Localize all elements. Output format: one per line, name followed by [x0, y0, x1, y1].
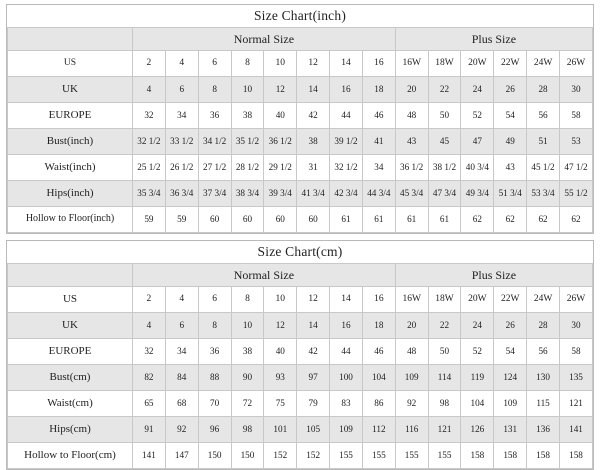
- cell: 8: [198, 313, 231, 339]
- table-row: [8, 103, 593, 129]
- cell: 4: [133, 77, 166, 103]
- cell: 8: [198, 77, 231, 103]
- cell: 98: [428, 391, 461, 417]
- cell: 16: [362, 51, 395, 77]
- cell: 20: [395, 77, 428, 103]
- cell: 53 3/4: [527, 181, 560, 207]
- cell: 28: [527, 313, 560, 339]
- row-label: Bust(cm): [8, 365, 133, 391]
- group-blank-cell: [8, 28, 133, 51]
- cell: 2: [133, 287, 166, 313]
- cell: 48: [395, 103, 428, 129]
- cell: 45 3/4: [395, 181, 428, 207]
- cell: 155: [395, 443, 428, 469]
- cell: 35 1/2: [231, 129, 264, 155]
- cell: 61: [362, 207, 395, 233]
- cell: 152: [264, 443, 297, 469]
- cell: 29 1/2: [264, 155, 297, 181]
- cell: 36 3/4: [165, 181, 198, 207]
- cell: 51 3/4: [494, 181, 527, 207]
- cell: 158: [461, 443, 494, 469]
- cell: 42: [297, 339, 330, 365]
- cell: 51: [527, 129, 560, 155]
- table-row: [8, 155, 593, 181]
- cell: 54: [494, 103, 527, 129]
- cell: 32: [133, 103, 166, 129]
- row-label: Hips(inch): [8, 181, 133, 207]
- cell: 158: [559, 443, 592, 469]
- cell: 25 1/2: [133, 155, 166, 181]
- cell: 62: [527, 207, 560, 233]
- cell: 90: [231, 365, 264, 391]
- cell: 22W: [494, 287, 527, 313]
- cell: 18W: [428, 51, 461, 77]
- cell: 54: [494, 339, 527, 365]
- table-row: [8, 313, 593, 339]
- cell: 18: [362, 313, 395, 339]
- cell: 79: [297, 391, 330, 417]
- cell: 135: [559, 365, 592, 391]
- size-chart-inch: [6, 4, 594, 234]
- cell: 34: [362, 155, 395, 181]
- cell: 26: [494, 77, 527, 103]
- cell: 62: [461, 207, 494, 233]
- cell: 32 1/2: [330, 155, 363, 181]
- cell: 50: [428, 103, 461, 129]
- cell: 20: [395, 313, 428, 339]
- cell: 112: [362, 417, 395, 443]
- cell: 72: [231, 391, 264, 417]
- size-chart-page: [0, 4, 600, 468]
- cell: 44 3/4: [362, 181, 395, 207]
- cell: 92: [395, 391, 428, 417]
- table-row: [8, 391, 593, 417]
- cell: 109: [330, 417, 363, 443]
- cell: 43: [494, 155, 527, 181]
- cell: 16: [330, 313, 363, 339]
- cell: 104: [461, 391, 494, 417]
- cell: 40 3/4: [461, 155, 494, 181]
- cell: 28: [527, 77, 560, 103]
- row-label: EUROPE: [8, 339, 133, 365]
- cell: 26W: [559, 51, 592, 77]
- cell: 39 1/2: [330, 129, 363, 155]
- cell: 62: [494, 207, 527, 233]
- cell: 150: [231, 443, 264, 469]
- cell: 16: [330, 77, 363, 103]
- cell: 60: [231, 207, 264, 233]
- cell: 35 3/4: [133, 181, 166, 207]
- cell: 97: [297, 365, 330, 391]
- cell: 38: [231, 339, 264, 365]
- cell: 32: [133, 339, 166, 365]
- cell: 70: [198, 391, 231, 417]
- cell: 92: [165, 417, 198, 443]
- row-label: Hips(cm): [8, 417, 133, 443]
- cell: 58: [559, 103, 592, 129]
- row-label: Waist(cm): [8, 391, 133, 417]
- table-row: [8, 443, 593, 469]
- chart-title-inch: Size Chart(inch): [7, 5, 593, 27]
- cell: 14: [297, 77, 330, 103]
- cell: 36: [198, 339, 231, 365]
- cell: 16: [362, 287, 395, 313]
- cell: 34: [165, 103, 198, 129]
- cell: 10: [264, 287, 297, 313]
- size-table-inch: [7, 27, 593, 233]
- cell: 38: [231, 103, 264, 129]
- cell: 38: [297, 129, 330, 155]
- row-label: US: [8, 51, 133, 77]
- cell: 32 1/2: [133, 129, 166, 155]
- cell: 130: [527, 365, 560, 391]
- cell: 53: [559, 129, 592, 155]
- cell: 124: [494, 365, 527, 391]
- cell: 61: [428, 207, 461, 233]
- cell: 18W: [428, 287, 461, 313]
- cell: 6: [165, 313, 198, 339]
- cell: 126: [461, 417, 494, 443]
- cell: 2: [133, 51, 166, 77]
- cell: 158: [494, 443, 527, 469]
- cell: 20W: [461, 51, 494, 77]
- cell: 31: [297, 155, 330, 181]
- cell: 91: [133, 417, 166, 443]
- cell: 6: [198, 51, 231, 77]
- cell: 121: [559, 391, 592, 417]
- group-plus-size: Plus Size: [395, 264, 592, 287]
- table-row: [8, 417, 593, 443]
- cell: 36: [198, 103, 231, 129]
- cell: 24W: [527, 287, 560, 313]
- cell: 42: [297, 103, 330, 129]
- cell: 136: [527, 417, 560, 443]
- cell: 52: [461, 103, 494, 129]
- cell: 48: [395, 339, 428, 365]
- cell: 16W: [395, 287, 428, 313]
- table-row: [8, 51, 593, 77]
- cell: 20W: [461, 287, 494, 313]
- group-plus-size: Plus Size: [395, 28, 592, 51]
- cell: 12: [264, 77, 297, 103]
- cell: 150: [198, 443, 231, 469]
- cell: 47: [461, 129, 494, 155]
- cell: 34: [165, 339, 198, 365]
- cell: 60: [198, 207, 231, 233]
- cell: 37 3/4: [198, 181, 231, 207]
- cell: 43: [395, 129, 428, 155]
- cell: 109: [395, 365, 428, 391]
- chart-title-cm: Size Chart(cm): [7, 241, 593, 263]
- cell: 109: [494, 391, 527, 417]
- cell: 61: [330, 207, 363, 233]
- cell: 60: [297, 207, 330, 233]
- cell: 27 1/2: [198, 155, 231, 181]
- cell: 44: [330, 103, 363, 129]
- cell: 24W: [527, 51, 560, 77]
- cell: 59: [165, 207, 198, 233]
- row-label: Bust(inch): [8, 129, 133, 155]
- table-row: [8, 287, 593, 313]
- cell: 46: [362, 339, 395, 365]
- cell: 60: [264, 207, 297, 233]
- cell: 101: [264, 417, 297, 443]
- cell: 14: [330, 51, 363, 77]
- cell: 68: [165, 391, 198, 417]
- cell: 93: [264, 365, 297, 391]
- cell: 8: [231, 51, 264, 77]
- cell: 6: [198, 287, 231, 313]
- cell: 22W: [494, 51, 527, 77]
- cell: 40: [264, 339, 297, 365]
- table-row: [8, 129, 593, 155]
- cell: 158: [527, 443, 560, 469]
- cell: 155: [362, 443, 395, 469]
- cell: 22: [428, 313, 461, 339]
- cell: 16W: [395, 51, 428, 77]
- cell: 119: [461, 365, 494, 391]
- cell: 24: [461, 313, 494, 339]
- cell: 152: [297, 443, 330, 469]
- cell: 44: [330, 339, 363, 365]
- cell: 65: [133, 391, 166, 417]
- cell: 104: [362, 365, 395, 391]
- cell: 12: [297, 51, 330, 77]
- row-label: US: [8, 287, 133, 313]
- cell: 141: [559, 417, 592, 443]
- cell: 45: [428, 129, 461, 155]
- cell: 39 3/4: [264, 181, 297, 207]
- cell: 22: [428, 77, 461, 103]
- table-row: [8, 181, 593, 207]
- cell: 84: [165, 365, 198, 391]
- cell: 8: [231, 287, 264, 313]
- cell: 49 3/4: [461, 181, 494, 207]
- cell: 41: [362, 129, 395, 155]
- row-label: Waist(inch): [8, 155, 133, 181]
- cell: 141: [133, 443, 166, 469]
- cell: 38 1/2: [428, 155, 461, 181]
- cell: 49: [494, 129, 527, 155]
- cell: 56: [527, 103, 560, 129]
- cell: 61: [395, 207, 428, 233]
- cell: 26: [494, 313, 527, 339]
- cell: 58: [559, 339, 592, 365]
- cell: 116: [395, 417, 428, 443]
- cell: 52: [461, 339, 494, 365]
- cell: 59: [133, 207, 166, 233]
- row-label: EUROPE: [8, 103, 133, 129]
- group-blank-cell: [8, 264, 133, 287]
- row-label: UK: [8, 313, 133, 339]
- cell: 82: [133, 365, 166, 391]
- cell: 14: [297, 313, 330, 339]
- row-label: Hollow to Floor(inch): [8, 207, 133, 233]
- size-chart-cm: [6, 240, 594, 470]
- cell: 24: [461, 77, 494, 103]
- cell: 36 1/2: [264, 129, 297, 155]
- cell: 46: [362, 103, 395, 129]
- cell: 114: [428, 365, 461, 391]
- cell: 10: [264, 51, 297, 77]
- cell: 26 1/2: [165, 155, 198, 181]
- group-normal-size: Normal Size: [133, 264, 396, 287]
- table-row: [8, 77, 593, 103]
- cell: 26W: [559, 287, 592, 313]
- cell: 86: [362, 391, 395, 417]
- table-row: [8, 207, 593, 233]
- cell: 10: [231, 313, 264, 339]
- cell: 30: [559, 313, 592, 339]
- cell: 121: [428, 417, 461, 443]
- table-row: [8, 339, 593, 365]
- cell: 40: [264, 103, 297, 129]
- cell: 62: [559, 207, 592, 233]
- cell: 12: [297, 287, 330, 313]
- cell: 155: [330, 443, 363, 469]
- cell: 147: [165, 443, 198, 469]
- cell: 12: [264, 313, 297, 339]
- group-normal-size: Normal Size: [133, 28, 396, 51]
- cell: 105: [297, 417, 330, 443]
- cell: 18: [362, 77, 395, 103]
- cell: 88: [198, 365, 231, 391]
- cell: 10: [231, 77, 264, 103]
- cell: 83: [330, 391, 363, 417]
- table-row: [8, 365, 593, 391]
- cell: 47 1/2: [559, 155, 592, 181]
- cell: 115: [527, 391, 560, 417]
- cell: 47 3/4: [428, 181, 461, 207]
- cell: 33 1/2: [165, 129, 198, 155]
- cell: 96: [198, 417, 231, 443]
- cell: 4: [165, 287, 198, 313]
- cell: 56: [527, 339, 560, 365]
- row-label: UK: [8, 77, 133, 103]
- cell: 6: [165, 77, 198, 103]
- cell: 14: [330, 287, 363, 313]
- cell: 41 3/4: [297, 181, 330, 207]
- group-header-row: [8, 28, 593, 51]
- cell: 155: [428, 443, 461, 469]
- cell: 131: [494, 417, 527, 443]
- cell: 30: [559, 77, 592, 103]
- cell: 36 1/2: [395, 155, 428, 181]
- group-header-row: [8, 264, 593, 287]
- cell: 28 1/2: [231, 155, 264, 181]
- row-label: Hollow to Floor(cm): [8, 443, 133, 469]
- cell: 4: [133, 313, 166, 339]
- cell: 75: [264, 391, 297, 417]
- cell: 55 1/2: [559, 181, 592, 207]
- cell: 42 3/4: [330, 181, 363, 207]
- cell: 98: [231, 417, 264, 443]
- cell: 45 1/2: [527, 155, 560, 181]
- cell: 100: [330, 365, 363, 391]
- cell: 50: [428, 339, 461, 365]
- size-table-cm: [7, 263, 593, 469]
- cell: 34 1/2: [198, 129, 231, 155]
- cell: 4: [165, 51, 198, 77]
- cell: 38 3/4: [231, 181, 264, 207]
